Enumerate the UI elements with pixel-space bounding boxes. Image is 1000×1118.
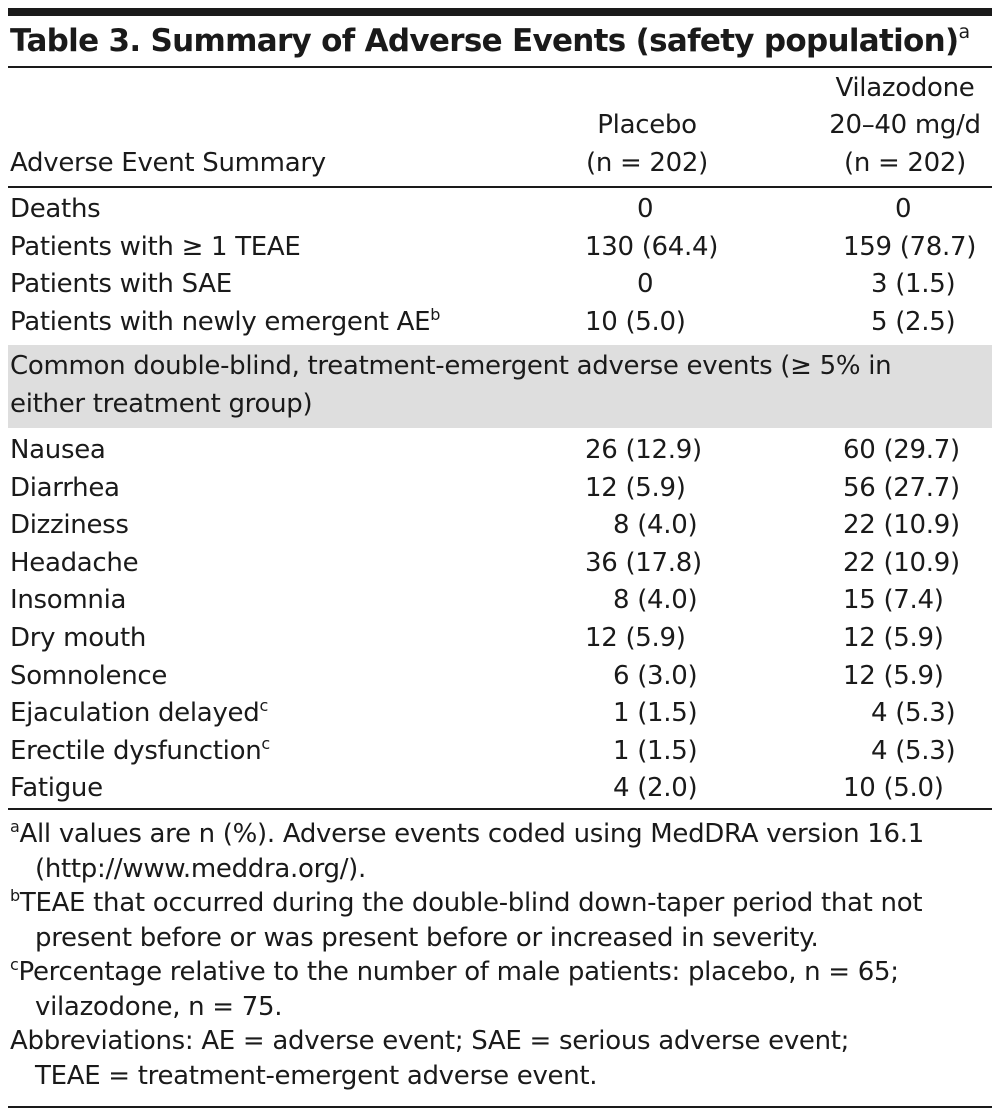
row-label-text: Diarrhea <box>10 472 120 503</box>
cell-placebo: 6 (3.0) <box>613 660 698 691</box>
cell-placebo: 8 (4.0) <box>613 585 698 616</box>
footnote-line <box>10 921 819 955</box>
row-label-text: Deaths <box>10 194 101 224</box>
row-label-text: Fatigue <box>10 773 103 804</box>
cell-vilazodone: 12 (5.9) <box>843 623 944 653</box>
cell-vilazodone: 159 (78.7) <box>843 231 977 262</box>
row-label-text: Patients with SAE <box>10 269 232 300</box>
cell-vilazodone: 60 (29.7) <box>843 435 960 465</box>
row-label-text: Patients with newly emergent AE <box>10 307 431 338</box>
row-label <box>10 433 106 467</box>
footnote-line <box>10 990 282 1024</box>
cell-vilazodone: 4 (5.3) <box>871 698 956 729</box>
row-label-text: Dry mouth <box>10 623 147 653</box>
cell-vilazodone: 15 (7.4) <box>843 585 944 616</box>
row-label-text: Dizziness <box>10 510 129 541</box>
row-label <box>10 734 270 768</box>
footnote-mark: b <box>430 305 441 325</box>
cell-vilazodone: 12 (5.9) <box>843 660 944 691</box>
cell-placebo: 130 (64.4) <box>585 231 719 262</box>
section-label: Common double-blind, treatment-emergent adverse events (≥ 5% in either treatment group) <box>10 351 892 419</box>
footnote-line <box>10 1059 597 1093</box>
row-label-text: Nausea <box>10 435 106 465</box>
cell-placebo: 36 (17.8) <box>585 547 702 578</box>
row-label <box>10 508 129 542</box>
footnote-text: TEAE that occurred during the double-blind down-taper period that not <box>19 888 923 918</box>
row-label-text: Erectile dysfunction <box>10 735 262 766</box>
row-label <box>10 621 146 655</box>
footnote-line <box>10 1024 849 1058</box>
footnote-mark: c <box>259 696 268 716</box>
footnote-text: TEAE = treatment-emergent adverse event. <box>35 1060 598 1091</box>
footnote-text: vilazodone, n = 75. <box>35 991 283 1022</box>
title-footnote-mark: a <box>958 21 970 43</box>
cell-vilazodone: 4 (5.3) <box>871 735 956 766</box>
cell-vilazodone: 10 (5.0) <box>843 773 944 804</box>
footnote-mark: a <box>10 817 20 836</box>
row-label <box>10 230 301 264</box>
footnote-line <box>10 955 899 989</box>
footnote-line <box>10 852 366 886</box>
cell-vilazodone: 22 (10.9) <box>843 547 960 578</box>
cell-placebo: 12 (5.9) <box>585 472 686 503</box>
footnote-mark: b <box>10 886 20 905</box>
table-title-text: Table 3. Summary of Adverse Events (safety population) <box>10 23 959 59</box>
row-label <box>10 192 100 226</box>
cell-vilazodone: 3 (1.5) <box>871 269 956 300</box>
cell-vilazodone: 0 <box>895 194 912 224</box>
header-placebo-line-1: Placebo <box>597 110 697 140</box>
cell-placebo: 1 (1.5) <box>613 698 698 729</box>
footnote-mark: c <box>261 733 270 753</box>
title-rule <box>8 66 992 68</box>
cell-vilazodone: 5 (2.5) <box>871 307 956 338</box>
header-vilazodone-line-3: (n = 202) <box>843 148 966 178</box>
cell-placebo: 26 (12.9) <box>585 435 702 465</box>
body-rule <box>8 808 992 810</box>
cell-placebo: 0 <box>637 194 654 224</box>
row-label <box>10 583 126 617</box>
top-rule <box>8 8 992 16</box>
cell-placebo: 0 <box>637 269 654 300</box>
footnote-text: All values are n (%). Adverse events coded using MedDRA version 16.1 <box>19 819 924 849</box>
row-label <box>10 305 440 339</box>
footnote-text: (http://www.meddra.org/). <box>35 853 366 884</box>
bottom-rule <box>8 1106 992 1108</box>
cell-placebo: 1 (1.5) <box>613 735 698 766</box>
cell-placebo: 10 (5.0) <box>585 307 686 338</box>
footnote-mark: c <box>10 955 19 974</box>
cell-vilazodone: 22 (10.9) <box>843 510 960 541</box>
table-title <box>10 19 969 63</box>
footnote-text: present before or was present before or increased in severity. <box>35 922 819 953</box>
header-vilazodone-line-1: Vilazodone <box>835 73 975 103</box>
cell-placebo: 4 (2.0) <box>613 773 698 804</box>
row-label-text: Patients with ≥ 1 TEAE <box>10 231 301 262</box>
row-label <box>10 546 138 580</box>
row-label-text: Somnolence <box>10 660 168 691</box>
header-rule <box>8 186 992 188</box>
footnote-line <box>10 886 922 920</box>
row-label-text: Insomnia <box>10 585 127 616</box>
row-label <box>10 267 232 301</box>
row-label <box>10 659 167 693</box>
row-label <box>10 771 103 805</box>
cell-placebo: 8 (4.0) <box>613 510 698 541</box>
header-vilazodone-line-2: 20–40 mg/d <box>829 110 981 140</box>
row-label-text: Headache <box>10 547 139 578</box>
row-label <box>10 471 120 505</box>
row-label <box>10 696 268 730</box>
footnote-line <box>10 817 924 851</box>
cell-placebo: 12 (5.9) <box>585 623 686 653</box>
header-placebo-line-2: (n = 202) <box>585 148 708 178</box>
cell-vilazodone: 56 (27.7) <box>843 472 960 503</box>
footnote-text: Abbreviations: AE = adverse event; SAE = serious adverse event; <box>10 1026 850 1056</box>
row-label-text: Ejaculation delayed <box>10 698 260 729</box>
header-label: Adverse Event Summary <box>10 148 326 178</box>
footnote-text: Percentage relative to the number of male patients: placebo, n = 65; <box>18 957 899 987</box>
